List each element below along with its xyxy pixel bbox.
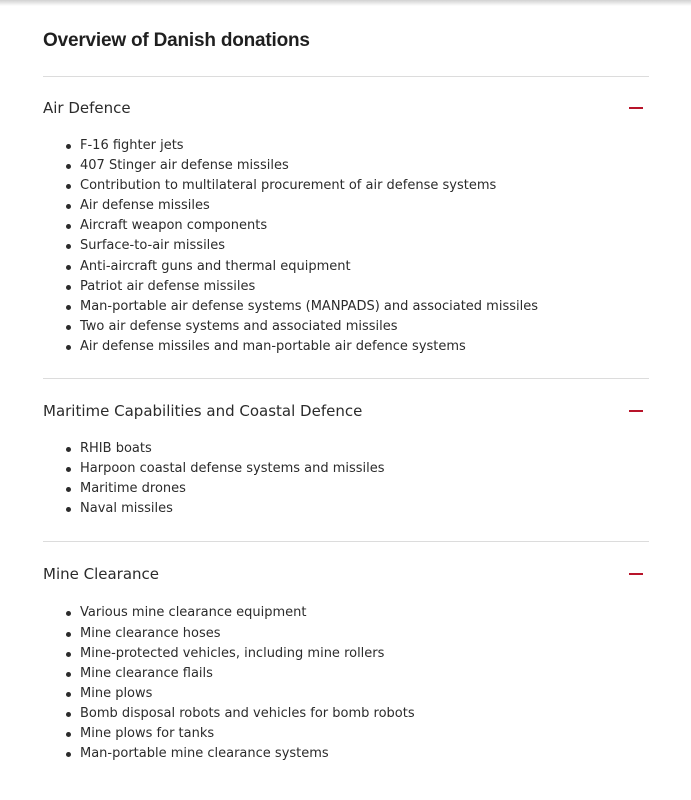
collapse-toggle-button[interactable] [627,565,645,583]
list-item: Mine plows for tanks [43,724,649,744]
minus-icon [629,107,643,109]
list-item: Mine clearance flails [43,664,649,684]
section-title: Air Defence [43,99,131,117]
collapse-toggle-button[interactable] [627,99,645,117]
list-item: Naval missiles [43,499,649,519]
accordion-header-mine-clearance[interactable] [43,563,649,585]
section-title: Mine Clearance [43,565,160,584]
list-item: Anti-aircraft guns and thermal equipment [43,257,649,277]
section-divider [43,541,649,542]
minus-icon [629,573,643,575]
item-list [43,439,649,519]
list-item: Mine clearance hoses [43,624,649,644]
list-item: Two air defense systems and associated missiles [43,317,649,337]
title-divider [43,76,649,77]
accordion-header-air-defence[interactable] [43,97,649,119]
item-list [43,136,649,357]
list-item: Various mine clearance equipment [43,603,649,623]
list-item: Man-portable air defense systems (MANPADS) and associated missiles [43,297,649,317]
list-item: Contribution to multilateral procurement of air defense systems [43,176,649,196]
list-item: Maritime drones [43,479,649,499]
list-item: 407 Stinger air defense missiles [43,156,649,176]
list-item: RHIB boats [43,439,649,459]
list-item: Patriot air defense missiles [43,277,649,297]
section-title: Maritime Capabilities and Coastal Defence [43,402,363,421]
page-title: Overview of Danish donations [43,30,310,51]
list-item: Harpoon coastal defense systems and missiles [43,459,649,479]
list-item: F-16 fighter jets [43,136,649,156]
list-item: Air defense missiles and man-portable air defence systems [43,337,649,357]
list-item: Mine plows [43,684,649,704]
top-shadow [0,0,691,6]
accordion-section-maritime [43,400,649,542]
minus-icon [629,410,643,412]
accordion-section-mine-clearance [43,563,649,764]
accordion-header-maritime[interactable] [43,400,649,422]
list-item: Mine-protected vehicles, including mine rollers [43,644,649,664]
accordion-section-air-defence [43,97,649,379]
list-item: Aircraft weapon components [43,216,649,236]
item-list [43,603,649,764]
list-item: Man-portable mine clearance systems [43,744,649,764]
list-item: Bomb disposal robots and vehicles for bomb robots [43,704,649,724]
collapse-toggle-button[interactable] [627,402,645,420]
section-divider [43,378,649,379]
list-item: Surface-to-air missiles [43,236,649,256]
list-item: Air defense missiles [43,196,649,216]
donations-overview [43,28,649,764]
